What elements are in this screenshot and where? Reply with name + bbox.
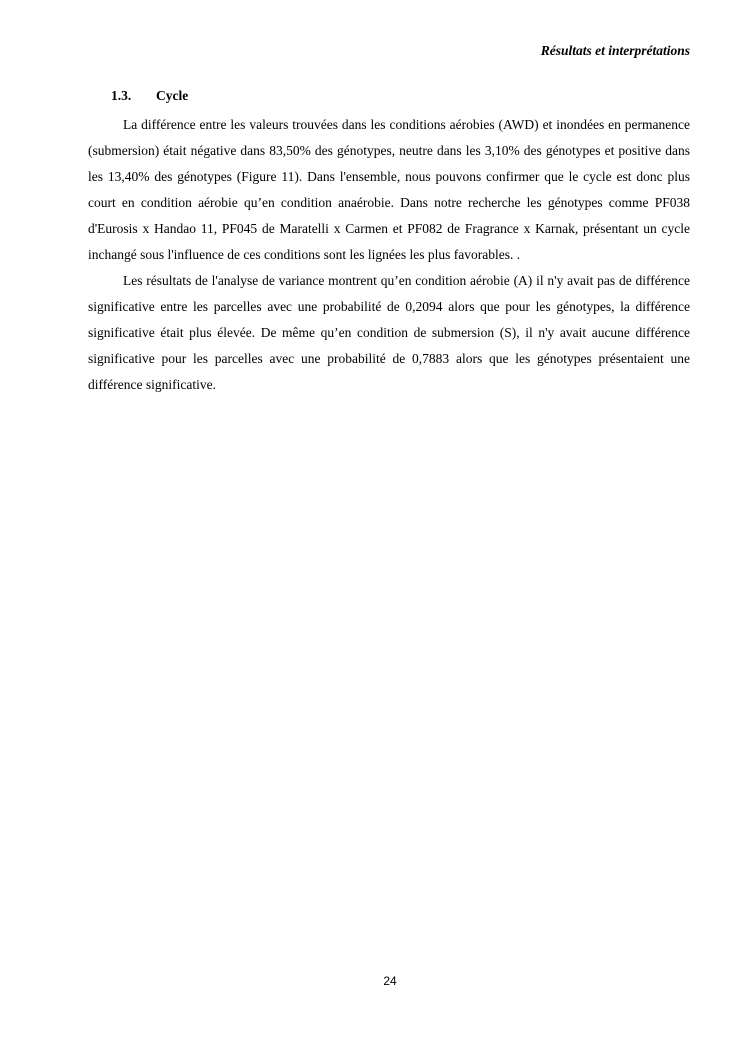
section-title: Cycle — [156, 88, 189, 103]
paragraph: Les résultats de l'analyse de variance montrent qu’en condition aérobie (A) il n'y avait pas de différence significative entre les parcelles avec une probabilité de 0,2094 alors que pour les génotypes, la différence significative était plus élevée. De même qu’en condition de submersion (S), il n'y avait aucune différence significative pour les parcelles avec une probabilité de 0,7883 alors que les génotypes présentaient une différence significative. — [88, 273, 690, 392]
section-number: 1.3. — [111, 88, 132, 103]
paragraph: La différence entre les valeurs trouvées dans les conditions aérobies (AWD) et inondées en permanence (submersion) était négative dans 83,50% des génotypes, neutre dans les 3,10% des génotypes et positive dans les 13,40% des génotypes (Figure 11). Dans l'ensemble, nous pouvons confirmer que le cycle est donc plus court en condition aérobie qu’en condition anaérobie. Dans notre recherche les génotypes comme PF038 d'Eurosis x Handao 11, PF045 de Maratelli x Carmen et PF082 de Fragrance x Karnak, présentant un cycle inchangé sous l'influence de ces conditions sont les lignées les plus favorables. . — [88, 117, 690, 262]
page-number: 24 — [383, 974, 397, 988]
section-heading — [111, 88, 188, 104]
body-text — [88, 112, 690, 398]
running-header: Résultats et interprétations — [540, 43, 690, 58]
